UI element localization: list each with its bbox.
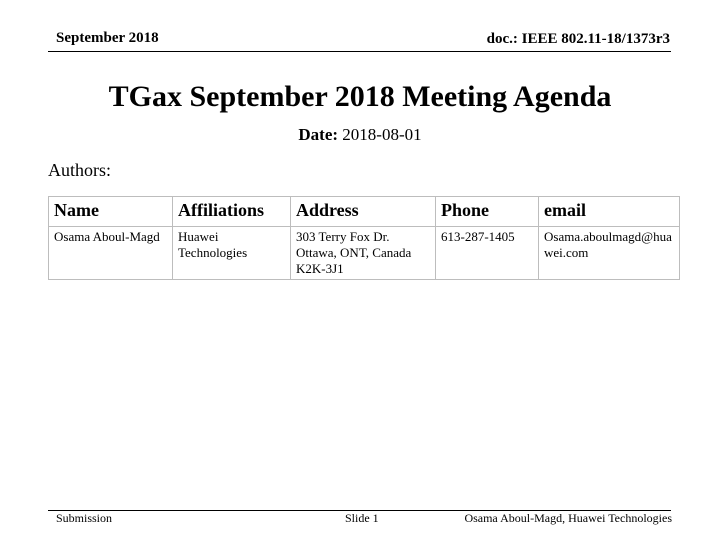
footer-slide-number: Slide 1 (345, 511, 379, 525)
footer-submission: Submission (56, 511, 113, 525)
author-email: Osama.aboulmagd@huawei.com (539, 227, 680, 280)
column-header-address: Address (291, 197, 436, 227)
table-header-row (49, 197, 680, 227)
column-header-name: Name (49, 197, 173, 227)
column-header-phone: Phone (436, 197, 539, 227)
date-value: 2018-08-01 (342, 125, 422, 144)
date-label: Date: (298, 125, 339, 144)
author-phone: 613-287-1405 (436, 227, 539, 280)
author-affiliation: Huawei Technologies (173, 227, 291, 280)
authors-table (48, 196, 680, 280)
column-header-email: email (539, 197, 680, 227)
header-doc-id: doc.: IEEE 802.11-18/1373r3 (486, 31, 670, 47)
author-name: Osama Aboul-Magd (49, 227, 173, 280)
header-divider (48, 51, 671, 52)
author-address: 303 Terry Fox Dr. Ottawa, ONT, Canada K2K-3J1 (291, 227, 436, 280)
table-row (49, 227, 680, 280)
header-date: September 2018 (56, 30, 159, 46)
slide-title: TGax September 2018 Meeting Agenda (108, 80, 612, 113)
column-header-affiliations: Affiliations (173, 197, 291, 227)
footer-author: Osama Aboul-Magd, Huawei Technologies (464, 511, 672, 525)
authors-label: Authors: (48, 160, 111, 180)
date-line (0, 125, 720, 145)
